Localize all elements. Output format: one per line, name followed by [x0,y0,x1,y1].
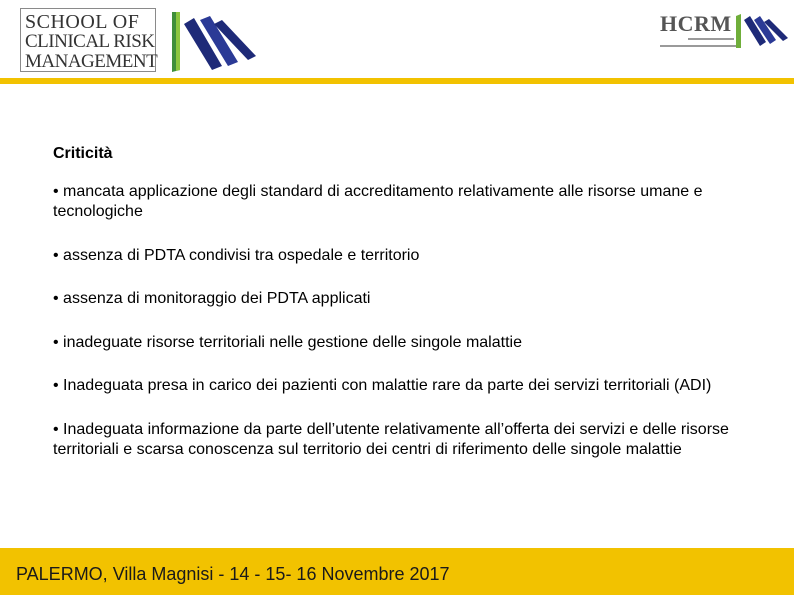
header-divider [0,78,794,84]
hcrm-logo [658,12,788,52]
header [0,0,794,84]
school-of-clinical-risk-management-logo [20,8,260,74]
bullet-item: • Inadeguata presa in carico dei pazienti con malattie rare da parte dei servizi territoriali (ADI) [53,377,712,394]
footer-bar [0,548,794,595]
logo-line-3: MANAGEMENT [25,51,158,72]
logo-line-1: SCHOOL OF [25,11,140,33]
bullet-item: • Inadeguata informazione da parte dell’utente relativamente all’offerta dei servizi e delle risorse territoriali e scarsa conoscenza sul territorio dei centri di riferimento delle singole malattie [53,420,729,458]
hcrm-subtitle-line-1 [688,37,734,41]
section-title: Criticità [53,145,113,162]
bullet-item: • mancata applicazione degli standard di accreditamento relativamente alle risorse umane e tecnologiche [53,182,703,220]
hcrm-mark-icon [734,12,788,50]
footer-event-text: PALERMO, Villa Magnisi - 14 - 15- 16 Novembre 2017 [16,564,450,584]
logo-mark-icon [162,10,257,74]
bullet-item: • assenza di monitoraggio dei PDTA applicati [53,290,371,307]
bullet-item: • assenza di PDTA condivisi tra ospedale e territorio [53,246,420,264]
bullet-item: • inadeguate risorse territoriali nelle gestione delle singole malattie [53,333,522,351]
logo-text-box [20,8,156,72]
logo-line-2: CLINICAL RISK [25,31,155,52]
hcrm-title: HCRM [660,11,732,36]
hcrm-subtitle-line-2 [660,44,736,48]
slide-content [53,144,778,484]
